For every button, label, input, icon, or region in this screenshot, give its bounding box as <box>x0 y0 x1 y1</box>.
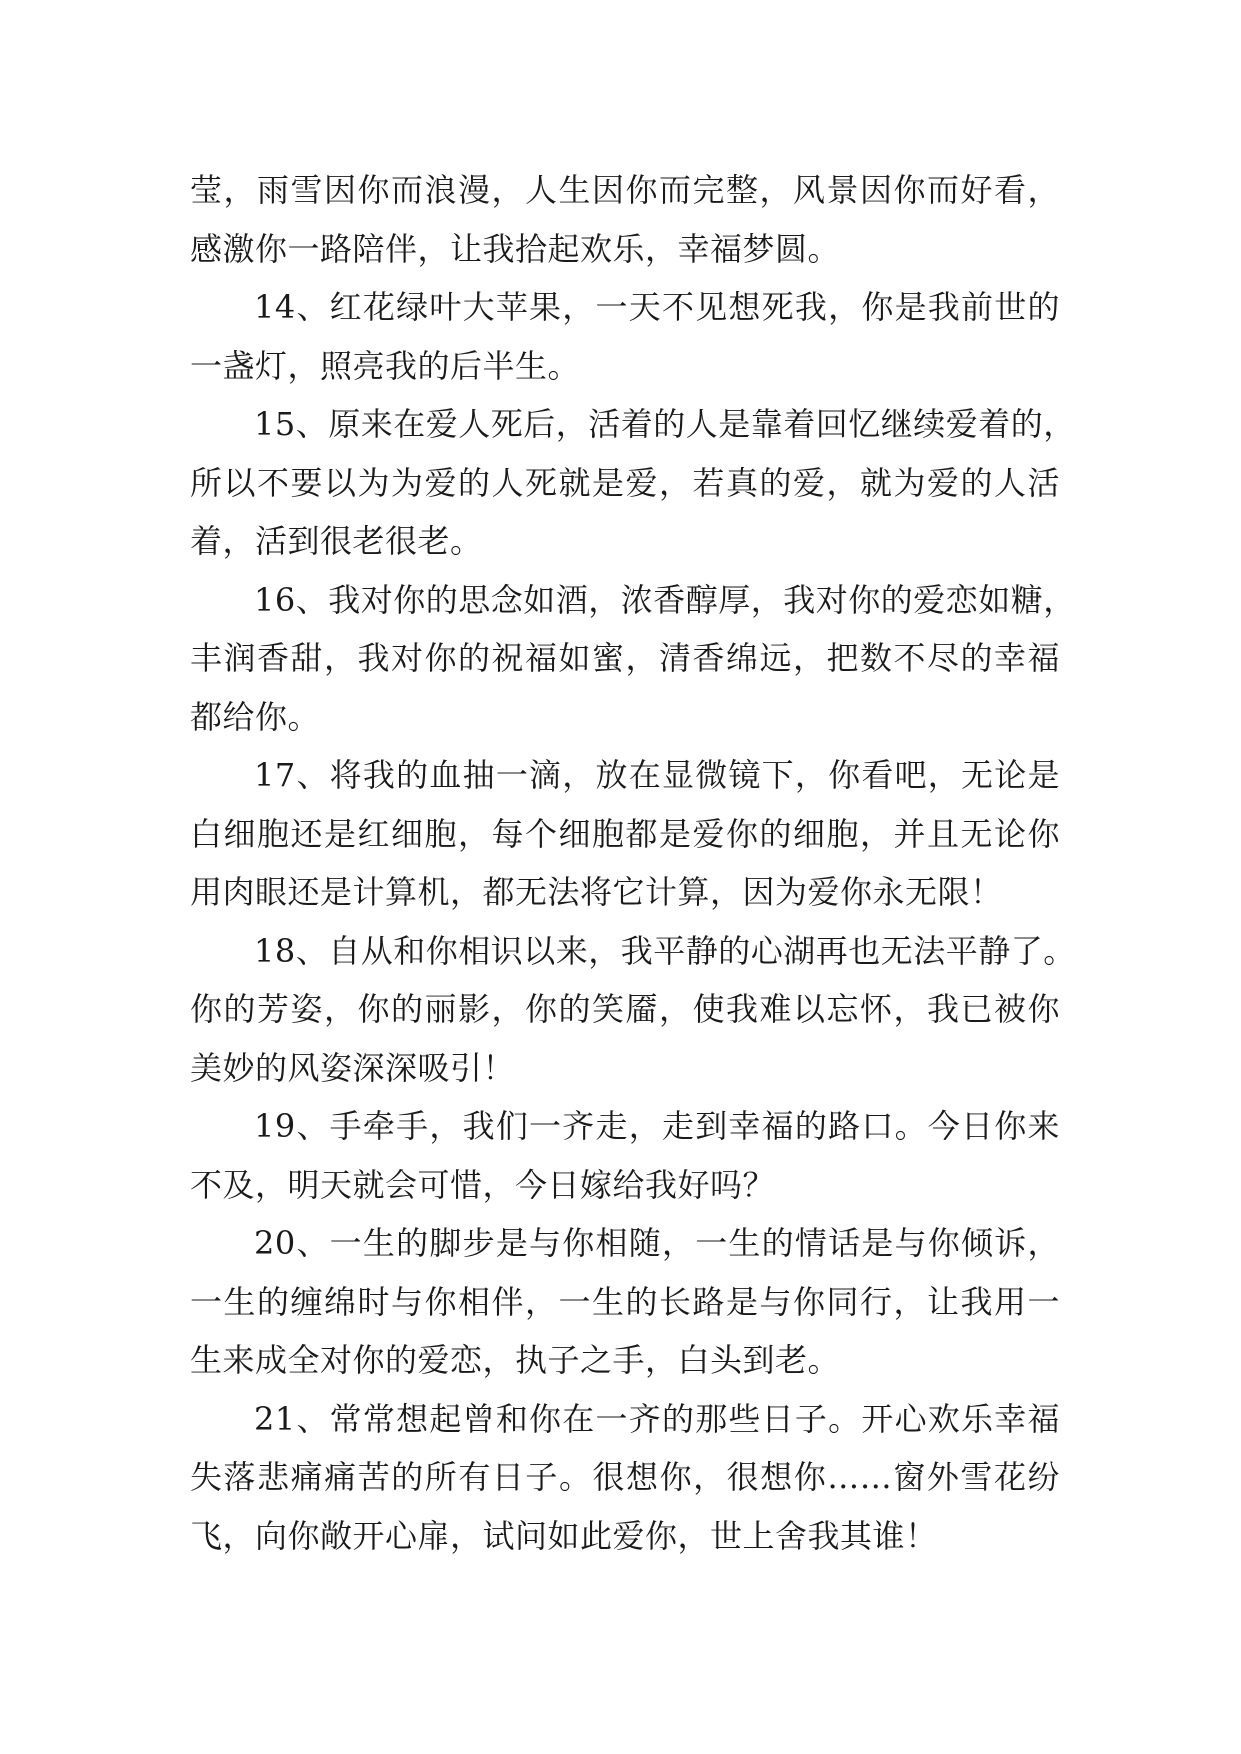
text-line: 所以不要以为为爱的人死就是爱，若真的爱，就为爱的人活 <box>190 463 1060 502</box>
text-line: 失落悲痛痛苦的所有日子。很想你，很想你……窗外雪花纷 <box>190 1458 1060 1496</box>
text-line: 白细胞还是红细胞，每个细胞都是爱你的细胞，并且无论你 <box>190 814 1060 853</box>
text-line: 不及，明天就会可惜，今日嫁给我好吗？ <box>190 1165 776 1204</box>
text-line: 丰润香甜，我对你的祝福如蜜，清香绵远，把数不尽的幸福 <box>190 639 1060 677</box>
text-line-paragraph-start: 18、自从和你相识以来，我平静的心湖再也无法平静了。 <box>254 931 1076 970</box>
text-line-paragraph-start: 16、我对你的思念如酒，浓香醇厚，我对你的爱恋如糖， <box>254 580 1076 619</box>
text-line: 着，活到很老很老。 <box>190 522 483 560</box>
text-line-paragraph-start: 14、红花绿叶大苹果，一天不见想死我，你是我前世的 <box>254 288 1060 326</box>
text-line: 一生的缠绵时与你相伴，一生的长路是与你同行，让我用一 <box>190 1282 1060 1321</box>
text-line-paragraph-start: 19、手牵手，我们一齐走，走到幸福的路口。今日你来 <box>254 1107 1060 1145</box>
body-text <box>190 161 1076 1565</box>
text-line: 莹，雨雪因你而浪漫，人生因你而完整，风景因你而好看， <box>190 171 1060 209</box>
text-line: 一盏灯，照亮我的后半生。 <box>190 346 581 385</box>
text-line-paragraph-start: 17、将我的血抽一滴，放在显微镜下，你看吧，无论是 <box>254 756 1060 794</box>
text-line: 你的芳姿，你的丽影，你的笑靥，使我难以忘怀，我已被你 <box>190 990 1060 1028</box>
text-line: 用肉眼还是计算机，都无法将它计算，因为爱你永无限！ <box>190 873 1003 911</box>
text-line: 美妙的风姿深深吸引！ <box>190 1048 516 1087</box>
text-line-paragraph-start: 21、常常想起曾和你在一齐的那些日子。开心欢乐幸福 <box>254 1399 1060 1438</box>
text-line: 感激你一路陪伴，让我拾起欢乐，幸福梦圆。 <box>190 229 841 268</box>
text-line-paragraph-start: 20、一生的脚步是与你相随，一生的情话是与你倾诉， <box>254 1224 1060 1262</box>
text-line: 都给你。 <box>190 697 321 736</box>
text-line: 飞，向你敞开心扉，试问如此爱你，世上舍我其谁！ <box>190 1516 938 1555</box>
text-line: 生来成全对你的爱恋，执子之手，白头到老。 <box>190 1341 841 1379</box>
text-line-paragraph-start: 15、原来在爱人死后，活着的人是靠着回忆继续爱着的， <box>254 405 1076 443</box>
